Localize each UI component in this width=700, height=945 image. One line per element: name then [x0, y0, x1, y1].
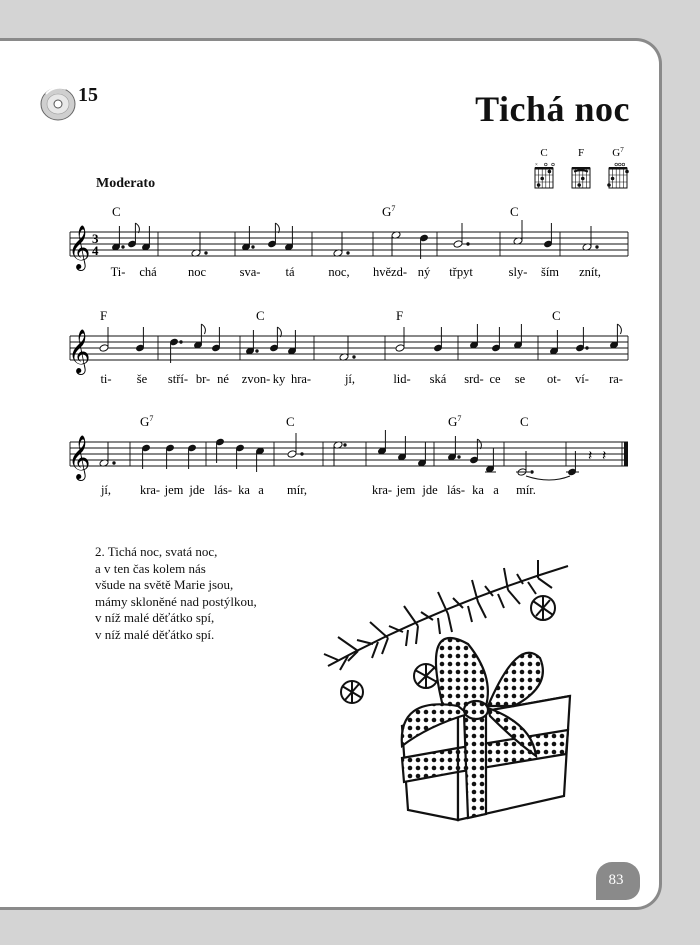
chord-symbol: C	[112, 204, 121, 219]
music-stave-3	[60, 414, 640, 514]
verse-line: všude na světě Marie jsou,	[95, 577, 234, 592]
chord-symbol: C	[520, 414, 529, 429]
lyric-syllable: né	[217, 372, 229, 386]
lyric-syllable: jde	[422, 483, 438, 497]
chord-diagram-c	[535, 147, 554, 188]
verse-line: 2. Tichá noc, svatá noc,	[95, 544, 218, 559]
lyric-syllable: ra-	[609, 372, 623, 386]
chord-symbol: F	[100, 308, 108, 323]
treble-clef-icon: 𝄞	[68, 437, 91, 479]
chord-diagram-f	[572, 147, 590, 188]
lyric-syllable: noc	[187, 265, 207, 279]
lyric-syllable: ti-	[100, 372, 112, 386]
chord-symbol: C	[510, 204, 519, 219]
lyric-syllable: Ti-	[110, 265, 126, 279]
lyric-syllable: jem	[396, 483, 416, 497]
lyric-syllable: chá	[139, 265, 157, 279]
chord-symbol: C	[286, 414, 295, 429]
lyric-syllable: jem	[164, 483, 184, 497]
chord-symbols	[140, 414, 529, 429]
lyric-syllable: hvězd-	[372, 265, 408, 279]
lyric-syllable: jí,	[344, 372, 356, 386]
chord-symbol: C	[552, 308, 561, 323]
verse-line: mámy skloněné nad postýlkou,	[95, 593, 257, 609]
verse-2	[95, 544, 257, 643]
lyric-syllable: ky	[272, 372, 286, 386]
staff-lines	[70, 442, 628, 466]
lyric-syllable: sva-	[239, 265, 261, 279]
lyric-syllable: mír,	[287, 483, 307, 497]
notes	[112, 220, 598, 259]
lyrics	[111, 265, 601, 279]
lyric-syllable: ví-	[575, 372, 589, 386]
lyric-syllable: br-	[195, 372, 211, 386]
svg-text:4: 4	[92, 243, 99, 258]
lyric-syllable: a	[258, 483, 264, 497]
chord-symbols	[100, 308, 561, 323]
treble-clef-icon: 𝄞	[68, 227, 91, 269]
guitar-chord-diagrams	[530, 146, 640, 192]
lyric-syllable: ším	[540, 265, 560, 279]
track-number: 15	[78, 84, 98, 106]
verse-line: v níž malé děťátko spí,	[95, 610, 215, 625]
notes	[99, 430, 579, 480]
lyric-syllable: zvon-	[241, 372, 271, 386]
lyrics	[100, 483, 536, 497]
lyric-syllable: jí,	[100, 483, 112, 497]
lyric-syllable: a	[493, 483, 499, 497]
lyrics	[100, 372, 622, 386]
lyric-syllable: ská	[429, 372, 447, 386]
chord-diagram-label: C	[540, 147, 548, 159]
lyric-syllable: ot-	[547, 372, 561, 386]
lyric-syllable: se	[514, 372, 526, 386]
verse-line: v níž malé děťátko spí.	[95, 626, 215, 642]
chord-symbol: F	[396, 308, 404, 323]
lyric-syllable: sly-	[508, 265, 528, 279]
lyric-syllable: kra-	[139, 483, 161, 497]
lyric-syllable: tá	[285, 265, 295, 279]
lyric-syllable: srd-	[464, 372, 484, 386]
quarter-rest-icon: 𝄽	[588, 449, 593, 464]
music-stave-1	[60, 204, 640, 304]
lyric-syllable: lás-	[213, 483, 233, 497]
chord-diagram-g7	[607, 146, 629, 188]
lyric-syllable: ka	[472, 483, 484, 497]
page-number: 83	[608, 872, 624, 888]
time-signature: 3	[92, 231, 99, 246]
treble-clef-icon: 𝄞	[68, 331, 91, 373]
lyric-syllable: ce	[489, 372, 501, 386]
chord-symbols	[112, 204, 519, 219]
lyric-syllable: kra-	[371, 483, 393, 497]
chord-symbol: $G^7$	[448, 414, 462, 429]
lyric-syllable: hra-	[290, 372, 312, 386]
lyric-syllable: znít,	[579, 265, 601, 279]
rests	[588, 449, 606, 464]
lyric-syllable: mír.	[516, 483, 536, 497]
lyric-syllable: stří-	[167, 372, 189, 386]
lyric-syllable: še	[136, 372, 148, 386]
notes	[99, 324, 621, 363]
lyric-syllable: ka	[238, 483, 250, 497]
song-title: Tichá noc	[475, 89, 630, 129]
svg-text:F: F	[577, 147, 585, 159]
lyric-syllable: noc,	[328, 265, 350, 279]
lyric-syllable: jde	[189, 483, 205, 497]
lyric-syllable: lid-	[393, 372, 411, 386]
svg-text:G7: $G^7$	[612, 146, 624, 159]
lyric-syllable: třpyt	[449, 265, 473, 279]
chord-symbol: $G^7$	[140, 414, 154, 429]
quarter-rest-icon: 𝄽	[602, 449, 607, 464]
chord-symbol: $G^7$	[382, 204, 396, 219]
tempo-marking: Moderato	[96, 176, 156, 191]
lyric-syllable: ný	[417, 265, 431, 279]
final-barline	[624, 442, 628, 466]
svg-text:×: ×	[535, 163, 538, 168]
music-stave-2	[60, 308, 640, 408]
chord-symbol: C	[256, 308, 265, 323]
lyric-syllable: lás-	[446, 483, 466, 497]
verse-line: a v ten čas kolem nás	[95, 560, 206, 576]
staff-lines	[70, 336, 628, 360]
christmas-gift-illustration	[318, 556, 580, 836]
